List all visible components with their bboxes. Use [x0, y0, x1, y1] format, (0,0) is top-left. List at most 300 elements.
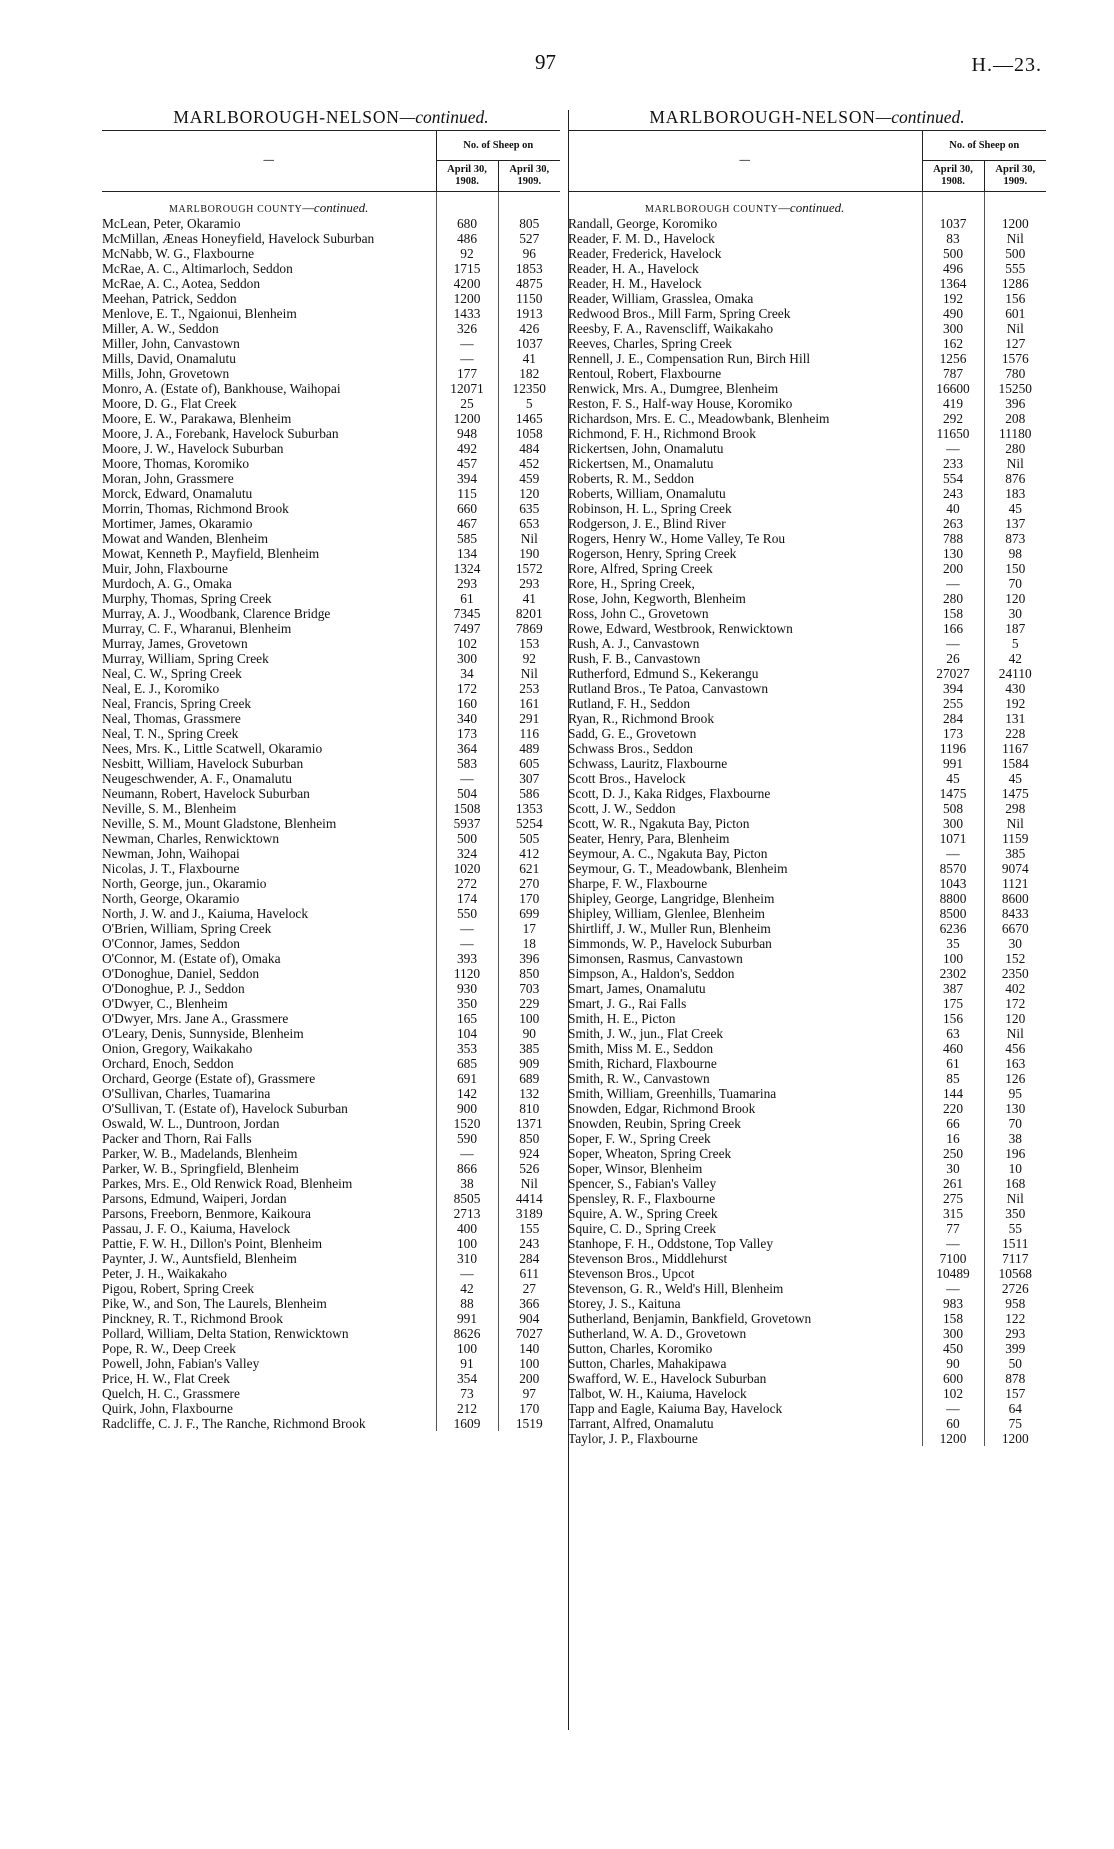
owner-name: O'Sullivan, Charles, Tuamarina — [102, 1086, 271, 1101]
sheep-1909: 98 — [984, 546, 1046, 561]
sheep-1909: 6670 — [984, 921, 1046, 936]
table-row — [102, 816, 560, 831]
sheep-1908: 394 — [922, 681, 984, 696]
sheep-1909: 92 — [498, 651, 560, 666]
table-row — [102, 321, 560, 336]
sheep-1908: 162 — [922, 336, 984, 351]
table-row — [102, 1206, 560, 1221]
owner-name: McRae, A. C., Altimarloch, Seddon — [102, 261, 293, 276]
table-row — [102, 876, 560, 891]
table-row — [568, 981, 1046, 996]
sheep-1908: 2713 — [436, 1206, 498, 1221]
sheep-1909: Nil — [498, 531, 560, 546]
sheep-1908: 5937 — [436, 816, 498, 831]
sheep-1909: Nil — [984, 816, 1046, 831]
sheep-1908: 243 — [922, 486, 984, 501]
sheep-1909: 196 — [984, 1146, 1046, 1161]
table-row — [102, 1056, 560, 1071]
table-row — [102, 561, 560, 576]
table-row — [568, 426, 1046, 441]
left-sheep-table — [102, 130, 560, 1431]
sheep-1909: 41 — [498, 351, 560, 366]
sheep-1908: 300 — [922, 816, 984, 831]
sheep-1909: 1200 — [984, 1431, 1046, 1446]
table-row — [568, 411, 1046, 426]
sheep-1909: 484 — [498, 441, 560, 456]
right-col2-header: April 30, 1909. — [984, 161, 1046, 192]
owner-name: Murphy, Thomas, Spring Creek — [102, 591, 272, 606]
sheep-1909: 489 — [498, 741, 560, 756]
sheep-1909: 270 — [498, 876, 560, 891]
owner-name: Murray, James, Grovetown — [102, 636, 248, 651]
table-row — [568, 1056, 1046, 1071]
sheep-1909: 172 — [984, 996, 1046, 1011]
owner-name: Miller, John, Canvastown — [102, 336, 240, 351]
sheep-1908: 88 — [436, 1296, 498, 1311]
sheep-1909: 611 — [498, 1266, 560, 1281]
table-row — [102, 546, 560, 561]
table-row — [568, 1266, 1046, 1281]
sheep-1908: 192 — [922, 291, 984, 306]
table-row — [102, 306, 560, 321]
owner-name: Reston, F. S., Half-way House, Koromiko — [568, 396, 793, 411]
owner-name: Spencer, S., Fabian's Valley — [568, 1176, 717, 1191]
table-row — [568, 861, 1046, 876]
sheep-1909: 156 — [984, 291, 1046, 306]
owner-name: McLean, Peter, Okaramio — [102, 216, 241, 231]
owner-name: Parkes, Mrs. E., Old Renwick Road, Blenheim — [102, 1176, 353, 1191]
sheep-1909: 396 — [498, 951, 560, 966]
sheep-1908: 450 — [922, 1341, 984, 1356]
sheep-1909: 253 — [498, 681, 560, 696]
sheep-1908: 1475 — [922, 786, 984, 801]
sheep-1908: 115 — [436, 486, 498, 501]
sheep-1908: 144 — [922, 1086, 984, 1101]
owner-name: Scott, W. R., Ngakuta Bay, Picton — [568, 816, 750, 831]
table-row — [102, 951, 560, 966]
sheep-1908: 1200 — [922, 1431, 984, 1446]
sheep-1909: 97 — [498, 1386, 560, 1401]
sheep-1909: 350 — [984, 1206, 1046, 1221]
left-section-suffix: —continued. — [302, 200, 369, 215]
owner-name: Neugeschwender, A. F., Onamalutu — [102, 771, 292, 786]
table-row — [568, 246, 1046, 261]
sheep-1909: 653 — [498, 516, 560, 531]
document-reference: H.—23. — [971, 54, 1042, 76]
owner-name: Soper, F. W., Spring Creek — [568, 1131, 711, 1146]
sheep-1908: 6236 — [922, 921, 984, 936]
owner-name: Peter, J. H., Waikakaho — [102, 1266, 227, 1281]
owner-name: Morck, Edward, Onamalutu — [102, 486, 253, 501]
owner-name: Taylor, J. P., Flaxbourne — [568, 1431, 698, 1446]
table-row — [568, 501, 1046, 516]
sheep-1908: 100 — [922, 951, 984, 966]
sheep-1908: 83 — [922, 231, 984, 246]
table-row — [102, 426, 560, 441]
table-row — [102, 936, 560, 951]
table-row — [102, 696, 560, 711]
sheep-1909: 168 — [984, 1176, 1046, 1191]
table-row — [568, 276, 1046, 291]
owner-name: O'Sullivan, T. (Estate of), Havelock Suburban — [102, 1101, 348, 1116]
sheep-1909: 1371 — [498, 1116, 560, 1131]
owner-name: O'Brien, William, Spring Creek — [102, 921, 272, 936]
table-row — [568, 906, 1046, 921]
owner-name: Quirk, John, Flaxbourne — [102, 1401, 233, 1416]
sheep-1909: 140 — [498, 1341, 560, 1356]
sheep-1909: 2726 — [984, 1281, 1046, 1296]
sheep-1909: 307 — [498, 771, 560, 786]
table-row — [102, 1326, 560, 1341]
table-row — [102, 966, 560, 981]
sheep-1908: — — [922, 441, 984, 456]
owner-name: Scott, J. W., Seddon — [568, 801, 676, 816]
sheep-1909: 1286 — [984, 276, 1046, 291]
sheep-1908: 508 — [922, 801, 984, 816]
sheep-1909: 15250 — [984, 381, 1046, 396]
sheep-1909: 153 — [498, 636, 560, 651]
sheep-1909: 75 — [984, 1416, 1046, 1431]
table-row — [102, 636, 560, 651]
sheep-1909: Nil — [984, 1026, 1046, 1041]
table-row — [102, 831, 560, 846]
sheep-1908: 1043 — [922, 876, 984, 891]
owner-name: Newman, John, Waihopai — [102, 846, 240, 861]
sheep-1909: 8201 — [498, 606, 560, 621]
sheep-1908: 2302 — [922, 966, 984, 981]
table-row — [102, 1386, 560, 1401]
sheep-1909: 55 — [984, 1221, 1046, 1236]
sheep-1909: 7027 — [498, 1326, 560, 1341]
sheep-1908: 26 — [922, 651, 984, 666]
sheep-1909: 9074 — [984, 861, 1046, 876]
owner-name: Rutland, F. H., Seddon — [568, 696, 691, 711]
sheep-1908: 600 — [922, 1371, 984, 1386]
right-sheep-table — [568, 130, 1046, 1446]
owner-name: Neal, Francis, Spring Creek — [102, 696, 252, 711]
sheep-1908: 467 — [436, 516, 498, 531]
table-row — [102, 1116, 560, 1131]
table-row — [102, 1296, 560, 1311]
table-row — [568, 486, 1046, 501]
owner-name: Smart, James, Onamalutu — [568, 981, 706, 996]
sheep-1908: 1520 — [436, 1116, 498, 1131]
table-row — [568, 1326, 1046, 1341]
sheep-1908: 255 — [922, 696, 984, 711]
sheep-1908: 590 — [436, 1131, 498, 1146]
sheep-1909: 2350 — [984, 966, 1046, 981]
owner-name: Meehan, Patrick, Seddon — [102, 291, 237, 306]
page-number: 97 — [535, 50, 556, 74]
sheep-1909: 456 — [984, 1041, 1046, 1056]
table-row — [102, 801, 560, 816]
owner-name: Murray, A. J., Woodbank, Clarence Bridge — [102, 606, 331, 621]
sheep-1908: 457 — [436, 456, 498, 471]
owner-name: Schwass Bros., Seddon — [568, 741, 693, 756]
sheep-1909: 45 — [984, 771, 1046, 786]
sheep-1909: 18 — [498, 936, 560, 951]
table-row — [102, 1176, 560, 1191]
owner-name: Spensley, R. F., Flaxbourne — [568, 1191, 716, 1206]
table-row — [102, 1161, 560, 1176]
sheep-1908: — — [436, 351, 498, 366]
table-row — [102, 996, 560, 1011]
sheep-1909: 137 — [984, 516, 1046, 531]
table-row — [568, 1221, 1046, 1236]
owner-name: Rush, A. J., Canvastown — [568, 636, 700, 651]
table-row — [568, 891, 1046, 906]
sheep-1908: 1715 — [436, 261, 498, 276]
table-row — [102, 1251, 560, 1266]
sheep-1909: 1511 — [984, 1236, 1046, 1251]
table-row — [568, 1176, 1046, 1191]
sheep-1909: 1150 — [498, 291, 560, 306]
sheep-1908: 85 — [922, 1071, 984, 1086]
table-row — [102, 351, 560, 366]
owner-name: Reader, F. M. D., Havelock — [568, 231, 715, 246]
sheep-1908: 220 — [922, 1101, 984, 1116]
table-row — [102, 456, 560, 471]
sheep-1909: 1913 — [498, 306, 560, 321]
table-row — [568, 1071, 1046, 1086]
owner-name: Richmond, F. H., Richmond Brook — [568, 426, 756, 441]
owner-name: Powell, John, Fabian's Valley — [102, 1356, 260, 1371]
sheep-1908: 158 — [922, 606, 984, 621]
owner-name: Reeves, Charles, Spring Creek — [568, 336, 732, 351]
owner-name: Seater, Henry, Para, Blenheim — [568, 831, 730, 846]
sheep-1909: 170 — [498, 891, 560, 906]
owner-name: Redwood Bros., Mill Farm, Spring Creek — [568, 306, 791, 321]
table-row — [102, 666, 560, 681]
table-row — [102, 231, 560, 246]
sheep-1909: 909 — [498, 1056, 560, 1071]
sheep-1908: 90 — [922, 1356, 984, 1371]
table-row — [568, 1086, 1046, 1101]
table-row — [102, 1416, 560, 1431]
table-row — [568, 786, 1046, 801]
sheep-1908: 400 — [436, 1221, 498, 1236]
sheep-1908: — — [436, 1266, 498, 1281]
sheep-1908: 315 — [922, 1206, 984, 1221]
owner-name: Murray, C. F., Wharanui, Blenheim — [102, 621, 292, 636]
table-row — [102, 471, 560, 486]
table-row — [568, 876, 1046, 891]
table-row — [568, 1341, 1046, 1356]
owner-name: Newman, Charles, Renwicktown — [102, 831, 280, 846]
table-row — [568, 1251, 1046, 1266]
table-row — [568, 1371, 1046, 1386]
owner-name: Rodgerson, J. E., Blind River — [568, 516, 726, 531]
sheep-1909: 127 — [984, 336, 1046, 351]
sheep-1908: 1609 — [436, 1416, 498, 1431]
table-row — [102, 861, 560, 876]
sheep-1909: Nil — [984, 231, 1046, 246]
owner-name: Moore, E. W., Parakawa, Blenheim — [102, 411, 292, 426]
owner-name: O'Connor, James, Seddon — [102, 936, 241, 951]
table-row — [568, 1386, 1046, 1401]
owner-name: Randall, George, Koromiko — [568, 216, 718, 231]
table-row — [102, 1341, 560, 1356]
owner-name: Snowden, Edgar, Richmond Brook — [568, 1101, 756, 1116]
right-section-suffix: —continued. — [778, 200, 845, 215]
table-row — [102, 1401, 560, 1416]
owner-name: Seymour, G. T., Meadowbank, Blenheim — [568, 861, 788, 876]
sheep-1908: 102 — [436, 636, 498, 651]
owner-name: Smith, Richard, Flaxbourne — [568, 1056, 717, 1071]
owner-name: North, J. W. and J., Kaiuma, Havelock — [102, 906, 309, 921]
table-row — [102, 441, 560, 456]
sheep-1908: 991 — [436, 1311, 498, 1326]
owner-name: Seymour, A. C., Ngakuta Bay, Picton — [568, 846, 768, 861]
sheep-1908: 7497 — [436, 621, 498, 636]
owner-name: Scott Bros., Havelock — [568, 771, 686, 786]
table-row — [568, 351, 1046, 366]
sheep-1909: 426 — [498, 321, 560, 336]
sheep-1908: 490 — [922, 306, 984, 321]
sheep-1909: 878 — [984, 1371, 1046, 1386]
sheep-1909: 150 — [984, 561, 1046, 576]
sheep-1909: Nil — [984, 456, 1046, 471]
owner-name: Miller, A. W., Seddon — [102, 321, 219, 336]
owner-name: Neumann, Robert, Havelock Suburban — [102, 786, 310, 801]
table-row — [102, 891, 560, 906]
sheep-1908: 496 — [922, 261, 984, 276]
table-row — [102, 756, 560, 771]
table-row — [568, 321, 1046, 336]
table-row — [102, 576, 560, 591]
table-row — [568, 651, 1046, 666]
sheep-1908: 300 — [922, 1326, 984, 1341]
table-row — [568, 216, 1046, 231]
sheep-1909: 90 — [498, 1026, 560, 1041]
sheep-1909: 41 — [498, 591, 560, 606]
sheep-1909: 1200 — [984, 216, 1046, 231]
sheep-1908: 284 — [922, 711, 984, 726]
sheep-1909: 958 — [984, 1296, 1046, 1311]
sheep-1908: 60 — [922, 1416, 984, 1431]
owner-name: Simmonds, W. P., Havelock Suburban — [568, 936, 772, 951]
sheep-1908: — — [922, 576, 984, 591]
sheep-1908: — — [922, 636, 984, 651]
owner-name: Orchard, George (Estate of), Grassmere — [102, 1071, 316, 1086]
sheep-1909: 7117 — [984, 1251, 1046, 1266]
table-row — [102, 366, 560, 381]
table-row — [102, 621, 560, 636]
owner-name: Neal, C. W., Spring Creek — [102, 666, 242, 681]
owner-name: Tarrant, Alfred, Onamalutu — [568, 1416, 714, 1431]
owner-name: Reesby, F. A., Ravenscliff, Waikakaho — [568, 321, 774, 336]
table-row — [568, 1311, 1046, 1326]
sheep-1909: 873 — [984, 531, 1046, 546]
sheep-1908: — — [436, 336, 498, 351]
table-row — [102, 981, 560, 996]
sheep-1908: 983 — [922, 1296, 984, 1311]
sheep-1908: 174 — [436, 891, 498, 906]
table-row — [568, 636, 1046, 651]
table-row — [102, 1086, 560, 1101]
table-row — [568, 291, 1046, 306]
owner-name: Stevenson Bros., Middlehurst — [568, 1251, 728, 1266]
table-row — [568, 561, 1046, 576]
sheep-1908: 92 — [436, 246, 498, 261]
sheep-1908: 45 — [922, 771, 984, 786]
sheep-1908: 263 — [922, 516, 984, 531]
sheep-1909: 5 — [984, 636, 1046, 651]
sheep-1908: 504 — [436, 786, 498, 801]
owner-name: O'Leary, Denis, Sunnyside, Blenheim — [102, 1026, 304, 1041]
owner-name: Squire, A. W., Spring Creek — [568, 1206, 718, 1221]
sheep-1909: 38 — [984, 1131, 1046, 1146]
sheep-1908: 1071 — [922, 831, 984, 846]
sheep-1909: 24110 — [984, 666, 1046, 681]
left-col1-header: April 30, 1908. — [436, 161, 498, 192]
right-title-main: MARLBOROUGH-NELSON — [649, 107, 876, 127]
owner-name: Moran, John, Grassmere — [102, 471, 234, 486]
table-row — [102, 1011, 560, 1026]
table-row — [102, 1221, 560, 1236]
table-row — [568, 1041, 1046, 1056]
owner-name: Rogerson, Henry, Spring Creek — [568, 546, 737, 561]
owner-name: Simonsen, Rasmus, Canvastown — [568, 951, 743, 966]
sheep-1909: 291 — [498, 711, 560, 726]
table-row — [568, 621, 1046, 636]
sheep-1908: 1037 — [922, 216, 984, 231]
sheep-1909: 586 — [498, 786, 560, 801]
owner-name: Smith, H. E., Picton — [568, 1011, 676, 1026]
table-row — [568, 1116, 1046, 1131]
owner-name: Smith, Miss M. E., Seddon — [568, 1041, 714, 1056]
sheep-1909: 293 — [984, 1326, 1046, 1341]
sheep-1908: 173 — [922, 726, 984, 741]
sheep-1909: 699 — [498, 906, 560, 921]
owner-name: Pattie, F. W. H., Dillon's Point, Blenheim — [102, 1236, 323, 1251]
sheep-1909: 100 — [498, 1356, 560, 1371]
table-row — [102, 741, 560, 756]
owner-name: Tapp and Eagle, Kaiuma Bay, Havelock — [568, 1401, 783, 1416]
owner-name: Squire, C. D., Spring Creek — [568, 1221, 717, 1236]
owner-name: Storey, J. S., Kaituna — [568, 1296, 681, 1311]
left-title-suffix: —continued. — [399, 107, 489, 127]
sheep-1909: 5254 — [498, 816, 560, 831]
owner-name: Murdoch, A. G., Omaka — [102, 576, 232, 591]
right-section-row — [568, 192, 1046, 217]
sheep-1908: 486 — [436, 231, 498, 246]
owner-name: Mills, David, Onamalutu — [102, 351, 236, 366]
table-row — [568, 951, 1046, 966]
owner-name: Nesbitt, William, Havelock Suburban — [102, 756, 304, 771]
sheep-1908: 77 — [922, 1221, 984, 1236]
sheep-1908: 175 — [922, 996, 984, 1011]
left-group-header: No. of Sheep on — [436, 131, 560, 161]
sheep-1909: 8433 — [984, 906, 1046, 921]
sheep-1908: 100 — [436, 1341, 498, 1356]
table-row — [102, 336, 560, 351]
table-row — [568, 381, 1046, 396]
sheep-1909: 780 — [984, 366, 1046, 381]
left-section-row — [102, 192, 560, 217]
sheep-1908: 387 — [922, 981, 984, 996]
sheep-1908: 156 — [922, 1011, 984, 1026]
sheep-1909: 70 — [984, 1116, 1046, 1131]
sheep-1909: 1853 — [498, 261, 560, 276]
owner-name: Stanhope, F. H., Oddstone, Top Valley — [568, 1236, 774, 1251]
sheep-1909: 1465 — [498, 411, 560, 426]
sheep-1908: 35 — [922, 936, 984, 951]
sheep-1909: Nil — [984, 1191, 1046, 1206]
table-row — [102, 711, 560, 726]
sheep-1909: 385 — [984, 846, 1046, 861]
sheep-1909: 605 — [498, 756, 560, 771]
